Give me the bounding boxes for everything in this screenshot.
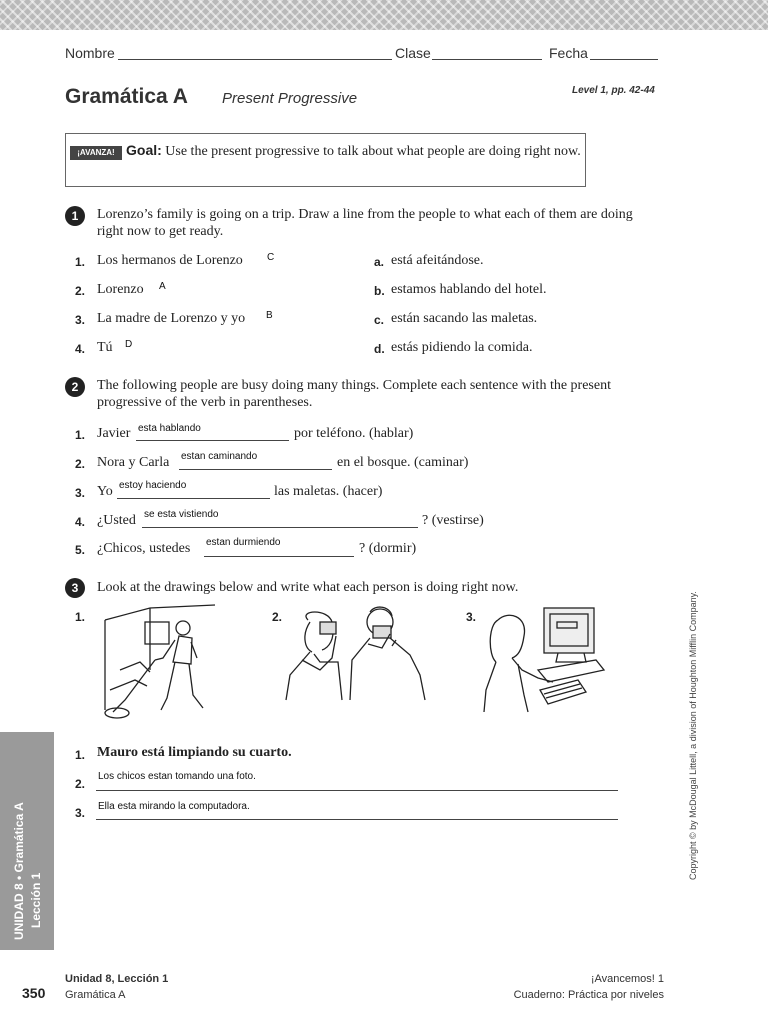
s1-item-3-text: La madre de Lorenzo y yo [97,311,246,326]
s2-item-1-number: 1. [75,428,86,442]
s2-item-5-blank[interactable] [204,556,354,557]
section-3-instructions: Look at the drawings below and write what each person is doing right now. [97,580,519,595]
s2-item-4-before: ¿Usted [97,513,136,528]
s3-answer-3-text[interactable]: Ella esta mirando la computadora. [98,801,250,812]
decorative-banner [0,0,768,30]
s2-item-3-blank[interactable] [117,498,270,499]
page-number: 350 [22,985,46,1001]
page-subtitle: Present Progressive [222,90,358,107]
s2-item-3-after: las maletas. (hacer) [274,484,383,499]
s2-item-3-number: 3. [75,486,86,500]
s2-item-1-after: por teléfono. (hablar) [294,426,414,441]
s3-answer-3-number: 3. [75,806,86,820]
drawing-computer [478,600,608,718]
s3-answer-2-text[interactable]: Los chicos estan tomando una foto. [98,771,256,782]
s2-item-2-before: Nora y Carla [97,455,170,470]
footer-book-title: ¡Avancemos! 1 [590,973,664,985]
s1-option-b-letter: b. [374,284,385,298]
s2-item-4-after: ? (vestirse) [422,513,484,528]
s2-item-4-answer[interactable]: se esta vistiendo [144,509,219,520]
nombre-label: Nombre [65,45,115,61]
s2-item-3-before: Yo [97,484,113,499]
s1-option-b-text: estamos hablando del hotel. [391,282,547,297]
s1-option-d-text: estás pidiendo la comida. [391,340,533,355]
s1-item-2-text: Lorenzo [97,282,144,297]
footer-book-subtitle: Cuaderno: Práctica por niveles [513,989,664,1001]
clase-line[interactable] [432,59,542,60]
s3-answer-3-line[interactable] [96,819,618,820]
s2-item-5-number: 5. [75,543,86,557]
section-1-number: 1 [65,206,85,226]
s1-item-3-number: 3. [75,313,86,327]
goal-label: Goal: [126,142,162,158]
s3-answer-1-text: Mauro está limpiando su cuarto. [97,745,292,760]
fecha-label: Fecha [549,45,588,61]
footer-section: Gramática A [65,989,126,1001]
s2-item-4-number: 4. [75,515,86,529]
s2-item-4-blank[interactable] [142,527,418,528]
s2-item-5-answer[interactable]: estan durmiendo [206,537,281,548]
fecha-line[interactable] [590,59,658,60]
s2-item-2-after: en el bosque. (caminar) [337,455,469,470]
s3-answer-2-line[interactable] [96,790,618,791]
clase-label: Clase [395,45,431,61]
s2-item-5-after: ? (dormir) [359,541,417,556]
s2-item-5-before: ¿Chicos, ustedes [97,541,191,556]
drawing-1-label: 1. [75,610,86,624]
page-title: Gramática A [65,85,188,108]
s1-item-4-text: Tú [97,340,113,355]
s1-option-a-letter: a. [374,255,385,269]
side-tab-line1: UNIDAD 8 • Gramática A [12,802,26,940]
s2-item-2-answer[interactable]: estan caminando [181,451,258,462]
s3-answer-2-number: 2. [75,777,86,791]
level-reference: Level 1, pp. 42-44 [572,85,655,96]
side-tab-line2: Lección 1 [29,872,43,928]
s1-item-3-answer: B [266,310,273,321]
s1-option-c-letter: c. [374,313,385,327]
s1-option-a-text: está afeitándose. [391,253,484,268]
s2-item-1-blank[interactable] [136,440,289,441]
s1-item-1-number: 1. [75,255,86,269]
avanza-badge: ¡AVANZA! [70,146,122,160]
goal-text [126,142,581,160]
s2-item-2-blank[interactable] [179,469,332,470]
goal-description: Use the present progressive to talk about what people are doing right now. [165,144,581,159]
side-tab [0,732,54,950]
s1-item-2-answer: A [159,281,166,292]
section-3-number: 3 [65,578,85,598]
s2-item-3-answer[interactable]: estoy haciendo [119,480,187,491]
s2-item-2-number: 2. [75,457,86,471]
s3-answer-1-number: 1. [75,748,86,762]
nombre-line[interactable] [118,59,392,60]
s1-item-1-text: Los hermanos de Lorenzo [97,253,243,268]
section-1-instructions: Lorenzo’s family is going on a trip. Draw a line from the people to what each of them are doing right now to get ready. [97,207,633,239]
drawing-2-label: 2. [272,610,283,624]
copyright-notice: Copyright © by McDougal Littell, a division of Houghton Mifflin Company. [688,591,698,880]
s1-option-c-text: están sacando las maletas. [391,311,538,326]
s2-item-1-answer[interactable]: esta hablando [138,423,201,434]
section-2-number: 2 [65,377,85,397]
drawing-3-label: 3. [466,610,477,624]
s1-item-1-answer: C [267,252,275,263]
footer-unit: Unidad 8, Lección 1 [65,973,169,985]
s1-item-2-number: 2. [75,284,86,298]
s1-option-d-letter: d. [374,342,385,356]
s1-item-4-answer: D [125,339,133,350]
s1-item-4-number: 4. [75,342,86,356]
drawing-vacuuming [95,600,220,725]
drawing-taking-photos [280,600,435,705]
s2-item-1-before: Javier [97,426,131,441]
section-2-instructions: The following people are busy doing many things. Complete each sentence with the present progressive of the verb in parentheses. [97,378,611,410]
